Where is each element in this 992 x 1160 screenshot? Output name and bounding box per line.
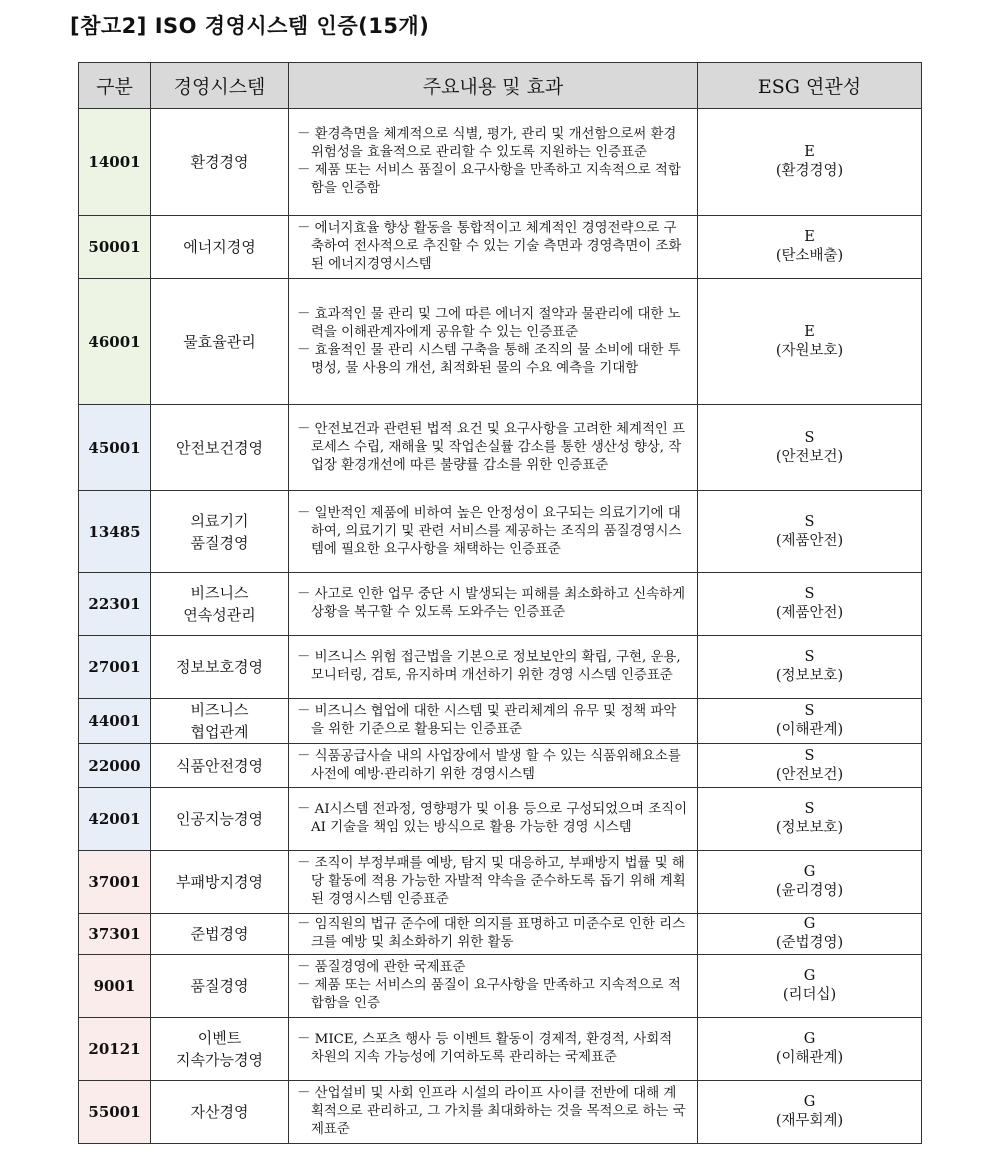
esg-category: (이해관계): [775, 1050, 844, 1066]
table-row: [79, 1081, 922, 1144]
system-name-line: 지속가능경영: [176, 1051, 263, 1069]
system-name-line: 안전보건경영: [176, 438, 263, 457]
esg-cell: [698, 405, 922, 491]
content-bullet: － MICE, 스포츠 행사 등 이벤트 활동이 경제적, 환경적, 사회적 차원의 지속 가능성에 기여하도록 관리하는 국제표준: [297, 1032, 673, 1065]
table-header-row: [79, 63, 922, 109]
iso-code: 13485: [79, 491, 151, 573]
table-row: [79, 1018, 922, 1081]
esg-cell: [698, 216, 922, 279]
system-name: [151, 851, 289, 914]
esg-letter: G: [803, 968, 816, 984]
system-name-line: 부패방지경영: [176, 873, 263, 891]
document-title: [참고2] ISO 경영시스템 인증(15개): [70, 14, 430, 38]
esg-category: (이해관계): [775, 722, 844, 738]
iso-code: 20121: [79, 1018, 151, 1081]
system-name: [151, 405, 289, 491]
iso-code: 37001: [79, 851, 151, 914]
system-name: [151, 788, 289, 851]
system-name-line: 에너지경영: [183, 238, 256, 256]
system-name-line: 물효율관리: [183, 332, 256, 351]
iso-code: 22000: [79, 744, 151, 788]
content-bullet: － 식품공급사슬 내의 사업장에서 발생 할 수 있는 식품위해요소를 사전에 예방·관리하기 위한 경영시스템: [297, 748, 681, 782]
iso-code: 42001: [79, 788, 151, 851]
iso-code: 9001: [79, 955, 151, 1018]
esg-category: (환경경영): [775, 163, 844, 179]
content-bullet: － 사고로 인한 업무 중단 시 발생되는 피해를 최소화하고 신속하게 상황을 복구할 수 있도록 도와주는 인증표준: [297, 587, 686, 620]
esg-category: (탄소배출): [775, 248, 844, 264]
system-name: [151, 955, 289, 1018]
esg-cell: [698, 109, 922, 216]
iso-code: 50001: [79, 216, 151, 279]
esg-category: (안전보건): [775, 448, 844, 465]
esg-letter: G: [803, 1031, 816, 1047]
system-name-line: 인공지능경영: [176, 810, 263, 828]
system-name-line: 의료기기: [190, 511, 249, 530]
content-bullet: － 일반적인 제품에 비하여 높은 안정성이 요구되는 의료기기에 대하여, 의료기기 및 관련 서비스를 제공하는 조직의 품질경영시스템에 필요한 요구사항을 채택하는 인증표준: [297, 505, 682, 557]
content-cell: [289, 1018, 698, 1081]
esg-cell: [698, 279, 922, 405]
system-name: [151, 636, 289, 699]
system-name: [151, 573, 289, 636]
system-name: [151, 1018, 289, 1081]
content-bullet: － 임직원의 법규 준수에 대한 의지를 표명하고 미준수로 인한 리스크를 예방 및 최소화하기 위한 활동: [297, 917, 686, 950]
esg-cell: [698, 914, 922, 955]
system-name-line: 자산경영: [190, 1103, 249, 1121]
system-name: [151, 491, 289, 573]
table-row: [79, 636, 922, 699]
table-row: [79, 955, 922, 1018]
iso-code: 22301: [79, 573, 151, 636]
esg-category: (재무회계): [775, 1113, 844, 1129]
content-bullet: － 안전보건과 관련된 법적 요건 및 요구사항을 고려한 체계적인 프로세스 수립, 재해율 및 작업손실률 감소를 통한 생산성 향상, 작업장 환경개선에 따른 불량률 감소를 위한 인증표준: [297, 421, 686, 473]
esg-letter: S: [804, 703, 815, 719]
content-cell: [289, 914, 698, 955]
content-bullet: － 비즈니스 협업에 대한 시스템 및 관리체계의 유무 및 정책 파악을 위한 기준으로 활용되는 인증표준: [297, 704, 677, 737]
system-name: [151, 1081, 289, 1144]
esg-cell: [698, 955, 922, 1018]
content-cell: [289, 788, 698, 851]
table-row: [79, 699, 922, 744]
esg-cell: [698, 1081, 922, 1144]
content-cell: [289, 699, 698, 744]
content-cell: [289, 636, 698, 699]
content-bullet: － 효과적인 물 관리 및 그에 따른 에너지 절약과 물관리에 대한 노력을 이해관계자에게 공유할 수 있는 인증표준: [297, 306, 681, 340]
content-cell: [289, 109, 698, 216]
content-cell: [289, 216, 698, 279]
esg-category: (안전보건): [775, 766, 844, 783]
content-cell: [289, 573, 698, 636]
esg-category: (정보보호): [775, 820, 844, 836]
content-bullet: － 조직이 부정부패를 예방, 탐지 및 대응하고, 부패방지 법률 및 해당 활동에 적용 가능한 자발적 약속을 준수하도록 돕기 위해 계획된 경영시스템 인증표준: [297, 856, 686, 907]
system-name-line: 이벤트: [197, 1029, 242, 1047]
system-name: [151, 914, 289, 955]
system-name-line: 연속성관리: [183, 606, 256, 624]
iso-certification-table: [78, 62, 922, 1144]
table-row: [79, 109, 922, 216]
content-cell: [289, 405, 698, 491]
system-name-line: 품질경영: [190, 533, 249, 552]
content-bullet: － 산업설비 및 사회 인프라 시설의 라이프 사이클 전반에 대해 계획적으로 관리하고, 그 가치를 최대화하는 것을 목적으로 하는 국제표준: [297, 1086, 686, 1137]
esg-category: (리더십): [782, 987, 837, 1003]
content-bullet: － 제품 또는 서비스의 품질이 요구사항을 만족하고 지속적으로 적합함을 인증: [297, 978, 681, 1011]
content-bullet: － 품질경영에 관한 국제표준: [297, 960, 466, 975]
iso-code: 55001: [79, 1081, 151, 1144]
table-row: [79, 405, 922, 491]
table-row: [79, 279, 922, 405]
system-name-line: 식품안전경영: [176, 756, 263, 775]
iso-code: 44001: [79, 699, 151, 744]
content-cell: [289, 279, 698, 405]
system-name: [151, 216, 289, 279]
iso-code: 37301: [79, 914, 151, 955]
system-name: [151, 699, 289, 744]
esg-letter: S: [804, 513, 815, 530]
system-name-line: 준법경영: [190, 925, 249, 943]
system-name-line: 협업관계: [190, 723, 249, 741]
content-cell: [289, 491, 698, 573]
system-name: [151, 109, 289, 216]
content-bullet: － 비즈니스 위험 접근법을 기본으로 정보보안의 확립, 구현, 운용, 모니터링, 검토, 유지하며 개선하기 위한 경영 시스템 인증표준: [297, 650, 681, 683]
header-category: 구분: [79, 63, 151, 109]
table-row: [79, 851, 922, 914]
system-name-line: 정보보호경영: [176, 658, 263, 676]
header-esg: ESG 연관성: [698, 63, 922, 109]
content-cell: [289, 1081, 698, 1144]
content-bullet: － 환경측면을 체계적으로 식별, 평가, 관리 및 개선함으로써 환경 위험성을 효율적으로 관리할 수 있도록 지원하는 인증표준: [297, 127, 677, 160]
esg-letter: S: [804, 586, 815, 602]
content-bullet: － 효율적인 물 관리 시스템 구축을 통해 조직의 물 소비에 대한 투명성, 물 사용의 개선, 최적화된 물의 수요 예측을 기대함: [297, 342, 681, 376]
header-content: 주요내용 및 효과: [289, 63, 698, 109]
table-body: [79, 109, 922, 1144]
table-row: [79, 573, 922, 636]
table-row: [79, 216, 922, 279]
content-bullet: － 제품 또는 서비스 품질이 요구사항을 만족하고 지속적으로 적합함을 인증함: [297, 163, 681, 196]
esg-letter: G: [803, 916, 816, 932]
esg-cell: [698, 744, 922, 788]
esg-letter: E: [804, 144, 815, 160]
esg-cell: [698, 851, 922, 914]
iso-code: 14001: [79, 109, 151, 216]
esg-cell: [698, 1018, 922, 1081]
esg-category: (준법경영): [775, 935, 844, 951]
esg-letter: E: [804, 229, 815, 245]
system-name: [151, 744, 289, 788]
esg-letter: E: [804, 323, 815, 340]
content-bullet: － 에너지효율 향상 활동을 통합적이고 체계적인 경영전략으로 구축하여 전사적으로 추진할 수 있는 기술 측면과 경영측면이 조화된 에너지경영시스템: [297, 221, 682, 272]
esg-category: (자원보호): [775, 342, 844, 359]
esg-category: (윤리경영): [775, 883, 844, 899]
content-cell: [289, 744, 698, 788]
esg-letter: S: [804, 429, 815, 446]
content-cell: [289, 955, 698, 1018]
table-row: [79, 788, 922, 851]
system-name-line: 비즈니스: [190, 584, 249, 602]
esg-category: (제품안전): [775, 605, 844, 621]
esg-cell: [698, 788, 922, 851]
esg-category: (제품안전): [775, 532, 844, 549]
esg-cell: [698, 636, 922, 699]
esg-letter: G: [803, 1094, 816, 1110]
content-cell: [289, 851, 698, 914]
header-system: 경영시스템: [151, 63, 289, 109]
system-name: [151, 279, 289, 405]
system-name-line: 환경경영: [190, 153, 249, 171]
system-name-line: 비즈니스: [190, 701, 249, 719]
iso-code: 46001: [79, 279, 151, 405]
system-name-line: 품질경영: [190, 977, 249, 995]
esg-cell: [698, 491, 922, 573]
esg-cell: [698, 699, 922, 744]
iso-code: 45001: [79, 405, 151, 491]
esg-category: (정보보호): [775, 668, 844, 684]
table-row: [79, 491, 922, 573]
esg-letter: G: [803, 864, 816, 880]
esg-cell: [698, 573, 922, 636]
table-row: [79, 914, 922, 955]
esg-letter: S: [804, 801, 815, 817]
iso-code: 27001: [79, 636, 151, 699]
esg-letter: S: [804, 747, 815, 764]
esg-letter: S: [804, 649, 815, 665]
table-row: [79, 744, 922, 788]
content-bullet: － AI시스템 전과정, 영향평가 및 이용 등으로 구성되었으며 조직이 AI 기술을 책임 있는 방식으로 활용 가능한 경영 시스템: [297, 802, 688, 835]
